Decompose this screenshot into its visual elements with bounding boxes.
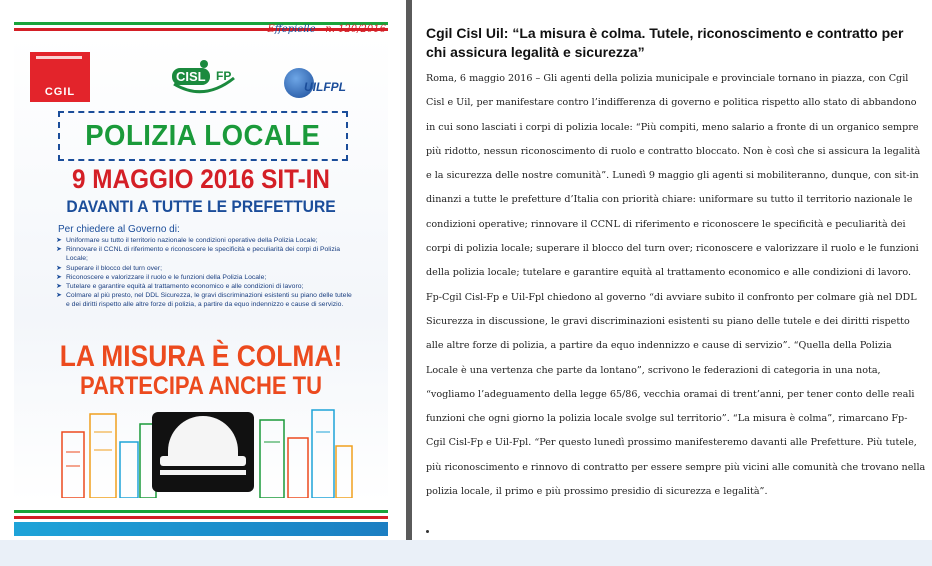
demand-item: ➤ Rinnovare il CCNL di riferimento e riconoscere le specificità e peculiarità dei corpi di Polizia Locale; bbox=[56, 246, 341, 263]
police-helmet-icon bbox=[152, 412, 254, 492]
uilfpl-logo bbox=[282, 66, 358, 106]
end-marker bbox=[426, 530, 429, 533]
cisl-fp-logo-text: FP bbox=[216, 69, 232, 83]
arrow-bullet-icon: ➤ bbox=[56, 283, 62, 291]
uilfpl-logo-text: UILFPL bbox=[304, 80, 346, 94]
article-title: Cgil Cisl Uil: “La misura è colma. Tutele, riconoscimento e contratto per chi assicura legalità e sicurezza” bbox=[426, 25, 904, 60]
poster-date: 9 MAGGIO 2016 SIT-IN bbox=[72, 164, 330, 194]
poster-page bbox=[0, 0, 406, 540]
poster-subheadline: DAVANTI A TUTTE LE PREFETTURE bbox=[66, 197, 336, 216]
demands-list bbox=[56, 236, 356, 310]
poster-bottom-band bbox=[14, 522, 388, 536]
demand-item: ➤ Tutelare e garantire equità al trattamento economico e alle condizioni di lavoro; bbox=[56, 283, 304, 291]
arrow-bullet-icon: ➤ bbox=[56, 292, 62, 300]
demands-intro: Per chiedere al Governo di: bbox=[58, 224, 180, 235]
slogan-misura: LA MISURA È COLMA! bbox=[59, 340, 343, 373]
flag-stripes-bottom bbox=[14, 510, 388, 520]
arrow-bullet-icon: ➤ bbox=[56, 264, 62, 272]
article-body: Roma, 6 maggio 2016 – Gli agenti della polizia municipale e provinciale tornano in piazza, con Cgil Cisl e Uil, per manifestare contro l’indifferenza di governo e politica rispetto allo stato di abbandono in cui sono lasciati i corpi di polizia locale: “Più compiti, meno salario a fronte di un organico sempre più ridotto, nessun riconoscimento di ruolo e contratto bloccato. Non è così che si assicura la legalità e la sicurezza delle nostre comunità”. Lunedì 9 maggio gli agenti si mobiliteranno, dunque, con sit-in dinanzi a tutte le prefetture d’Italia con priorità chiare: uniformare su tutto il territorio nazionale le condizioni operative; rinnovare il CCNL di riferimento e riconoscere le specificità e peculiarità dei corpi di polizia locale; superare il blocco del turn over; riconoscere e valorizzare il ruolo e le funzioni della polizia locale; tutelare e garantire equità al trattamento economico e alle condizioni di lavoro. Fp-Cgil Cisl-Fp e Uil-Fpl chiedono al governo “di avviare subito il confronto per colmare già nel DDL Sicurezza in discussione, le gravi discriminazioni esistenti su piano delle tutele e dei diritti rispetto alle altre forze di polizia, a partire da equo indennizzo e cause di servizio”. “Quella della Polizia Locale è una vertenza che parte da lontano”, scrivono le federazioni di categoria in una nota, “vogliamo l’adeguamento della legge 65/86, vecchia oramai di trent’anni, per tener conto delle reali funzioni che ogni giorno la polizia locale svolge sul territorio”. “La misura è colma”, rimarcano Fp-Cgil Cisl-Fp e Uil-Fpl. “Per questo lunedì prossimo manifesteremo davanti alle Prefetture. Più tutele, più riconoscimento e rinnovo di contratto per essere sempre più vicini alle comunità che trovano nella polizia locale, il primo e più prossimo presidio di sicurezza e legalità”. bbox=[426, 73, 926, 498]
article-page bbox=[412, 0, 932, 540]
cgil-logo bbox=[30, 52, 90, 102]
demand-item: ➤ Uniformare su tutto il territorio nazionale le condizioni operative della Polizia Locale; bbox=[56, 237, 318, 244]
headline-box bbox=[58, 111, 348, 161]
cgil-logo-detail bbox=[36, 56, 82, 59]
viewer-bottom-bar bbox=[0, 540, 932, 566]
cisl-logo-text: CISL bbox=[172, 68, 210, 85]
cisl-fp-logo bbox=[168, 58, 240, 102]
demand-item: ➤ Colmare al più presto, nel DDL Sicurezza, le gravi discriminazioni esistenti su piano delle tutele e dei diritti rispetto alle altre forze di polizia, a partire da equo indennizzo e cause di servizio. bbox=[56, 292, 352, 309]
arrow-bullet-icon: ➤ bbox=[56, 237, 62, 244]
demand-item: ➤ Superare il blocco del turn over; bbox=[56, 264, 162, 272]
arrow-bullet-icon: ➤ bbox=[56, 246, 62, 254]
slogan-partecipa: PARTECIPA ANCHE TU bbox=[80, 372, 322, 400]
arrow-bullet-icon: ➤ bbox=[56, 273, 62, 281]
poster-headline: POLIZIA LOCALE bbox=[85, 119, 321, 152]
demand-item: ➤ Riconoscere e valorizzare il ruolo e le funzioni della Polizia Locale; bbox=[56, 273, 267, 281]
magazine-issue-label: Effepielle - n. 120/2016 bbox=[267, 24, 386, 35]
cgil-logo-text: CGIL bbox=[44, 86, 76, 98]
